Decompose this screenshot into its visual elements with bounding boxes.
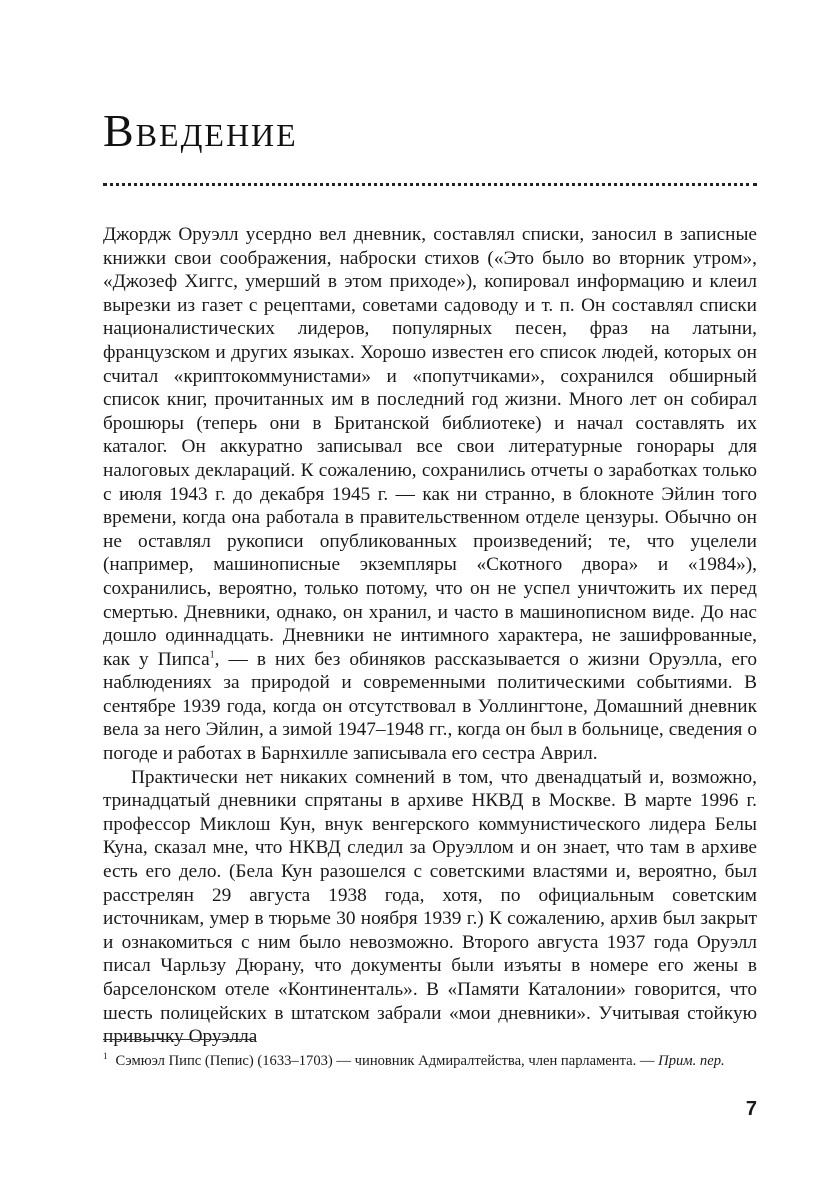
paragraph-2: Практически нет никаких сомнений в том, что двенадцатый и, возможно, тринадцатый дневники спрятаны в архиве НКВД в Москве. В марте 1996 г. профессор Миклош Кун, внук венгерского коммунистического лидера Белы Куна, сказал мне, что НКВД следил за Оруэллом и он знает, что там в архиве есть его дело. (Бела Кун разошелся с советскими властями и, вероятно, был расстрелян 29 августа 1938 года, хотя, по официальным советским источникам, умер в тюрьме 30 ноября 1939 г.) К сожалению, архив был закрыт и ознакомиться с ним было невозможно. Второго августа 1937 года Оруэлл писал Чарльзу Дюрану, что документы были изъяты в номере его жены в барселонском отеле «Континенталь». В «Памяти Каталонии» говорится, что шесть полицейских в штатском забрали «мои дневники». Учитывая стойкую привычку Оруэлла [103,766,757,1048]
footnote-reference[interactable]: 1 [209,649,215,661]
footnote-mark: 1 [103,1051,108,1062]
footnote [103,1052,757,1070]
title-dotted-rule [103,183,757,186]
footnote-text: Сэмюэл Пипс (Пепис) (1633–1703) — чиновник Адмиралтейства, член парламента. — [115,1053,659,1069]
footnote-separator [103,1039,255,1040]
footnote-translator-note: Прим. пер. [658,1053,725,1069]
body-text [103,223,757,1049]
page-number: 7 [745,1098,757,1120]
paragraph-1-text-b: , — в них без обиняков рассказывается о жизни Оруэлла, его наблюдениях за природой и современными политическими событиями. В сентябре 1939 года, когда он отсутствовал в Уоллингтоне, Домашний дневник вела за него Эйлин, а зимой 1947–1948 гг., когда он был в больнице, сведения о погоде и работах в Барнхилле записывала его сестра Аврил. [103,648,757,765]
paragraph-1 [103,223,757,766]
paragraph-1-text-a: Джордж Оруэлл усердно вел дневник, составлял списки, заносил в записные книжки свои соображения, наброски стихов («Это было во вторник утром», «Джозеф Хиггс, умерший в этом приходе»), копировал информацию и клеил вырезки из газет с рецептами, советами садоводу и т. п. Он составлял списки националистических лидеров, популярных песен, фраз на латыни, французском и других языках. Хорошо известен его список людей, которых он считал «криптокоммунистами» и «попутчиками», сохранился обширный список книг, прочитанных им в последний год жизни. Много лет он собирал брошюры (теперь они в Британской библиотеке) и начал составлять их каталог. Он аккуратно записывал все свои литературные гонорары для налоговых деклараций. К сожалению, сохранились отчеты о заработках только с июля 1943 г. до декабря 1945 г. — как ни странно, в блокноте Эйлин того времени, когда она работала в правительственном отделе цензуры. Обычно он не оставлял рукописи опубликованных произведений; те, что уцелели (например, машинописные экземпляры «Скотного двора» и «1984»), сохранились, вероятно, только потому, что он не успел уничтожить их перед смертью. Дневники, однако, он хранил, и часто в машинописном виде. До нас дошло одиннадцать. Дневники не интимного характера, не зашифрованные, как у Пипса [103,224,757,670]
chapter-title: Введение [103,105,298,156]
